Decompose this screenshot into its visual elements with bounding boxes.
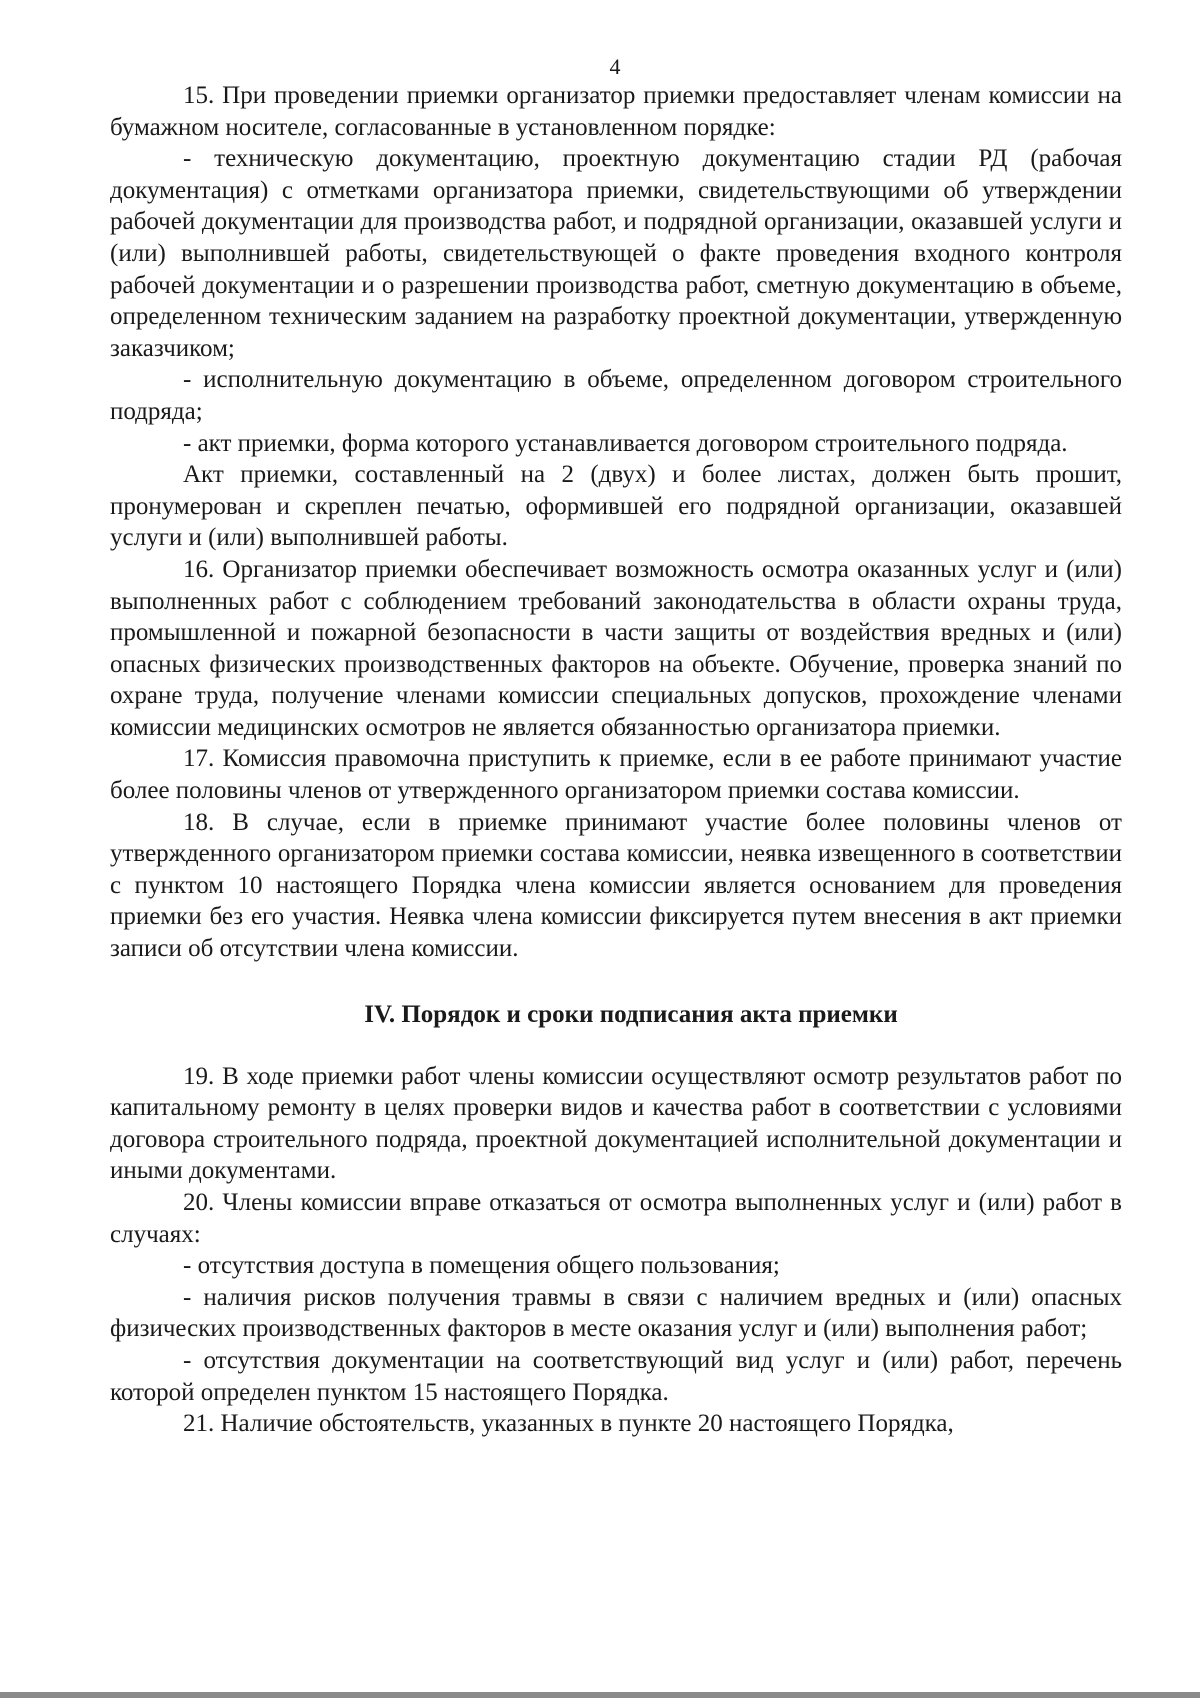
list-item-acceptance-act: - акт приемки, форма которого устанавливается договором строительного подряда. bbox=[183, 429, 1068, 457]
paragraph-19: 19. В ходе приемки работ члены комиссии осуществляют осмотр результатов работ по капитальному ремонту в целях проверки видов и качества работ в соответствии с условиями договора строительного подряда, проектной документацией исполнительной документации и иными документами. bbox=[110, 1062, 1122, 1185]
section-heading: IV. Порядок и сроки подписания акта приемки bbox=[364, 1000, 898, 1028]
scan-bottom-edge bbox=[0, 1692, 1200, 1698]
paragraph-21: 21. Наличие обстоятельств, указанных в пункте 20 настоящего Порядка, bbox=[183, 1410, 954, 1438]
paragraph-17: 17. Комиссия правомочна приступить к приемке, если в ее работе принимают участие более половины членов от утвержденного организатором приемки состава комиссии. bbox=[110, 745, 1122, 805]
paragraph-16: 16. Организатор приемки обеспечивает возможность осмотра оказанных услуг и (или) выполненных работ с соблюдением требований законодательства в области охраны труда, промышленной и пожарной безопасности в части защиты от воздействия вредных и (или) опасных физических производственных факторов на объекте. Обучение, проверка знаний по охране труда, получение членами комиссии специальных допусков, прохождение членами комиссии медицинских осмотров не является обязанностью организатора приемки. bbox=[110, 555, 1122, 741]
paragraph-18: 18. В случае, если в приемке принимают участие более половины членов от утвержденного организатором приемки состава комиссии, неявка извещенного в соответствии с пунктом 10 настоящего Порядка члена комиссии является основанием для проведения приемки без его участия. Неявка члена комиссии фиксируется путем внесения в акт приемки записи об отсутствии члена комиссии. bbox=[110, 808, 1122, 963]
paragraph-act-binding: Акт приемки, составленный на 2 (двух) и более листах, должен быть прошит, пронумерован и скреплен печатью, оформившей его подрядной организации, оказавшей услуги и (или) выполнившей работы. bbox=[110, 461, 1122, 552]
list-item-injury-risk: - наличия рисков получения травмы в связи с наличием вредных и (или) опасных физических производственных факторов в месте оказания услуг и (или) выполнения работ; bbox=[110, 1283, 1122, 1343]
paragraph-20: 20. Члены комиссии вправе отказаться от осмотра выполненных услуг и (или) работ в случаях: bbox=[110, 1189, 1122, 1248]
list-item-executive-docs: - исполнительную документацию в объеме, определенном договором строительного подряда; bbox=[110, 366, 1122, 425]
list-item-no-access: - отсутствия доступа в помещения общего пользования; bbox=[183, 1252, 780, 1280]
list-item-technical-docs: - техническую документацию, проектную документацию стадии РД (рабочая документация) с отметками организатора приемки, свидетельствующими об утверждении рабочей документации для производства работ, и подрядной организации, оказавшей услуги и (или) выполнившей работы, свидетельствующей о факте проведения входного контроля рабочей документации и о разрешении производства работ, сметную документацию в объеме, определенном техническим заданием на разработку проектной документации, утвержденную заказчиком; bbox=[110, 145, 1122, 362]
document-body bbox=[110, 80, 1122, 1440]
paragraph-15: 15. При проведении приемки организатор приемки предоставляет членам комиссии на бумажном носителе, согласованные в установленном порядке: bbox=[110, 82, 1122, 141]
list-item-no-documentation: - отсутствия документации на соответствующий вид услуг и (или) работ, перечень которой определен пунктом 15 настоящего Порядка. bbox=[110, 1346, 1122, 1406]
page-number: 4 bbox=[609, 54, 621, 79]
